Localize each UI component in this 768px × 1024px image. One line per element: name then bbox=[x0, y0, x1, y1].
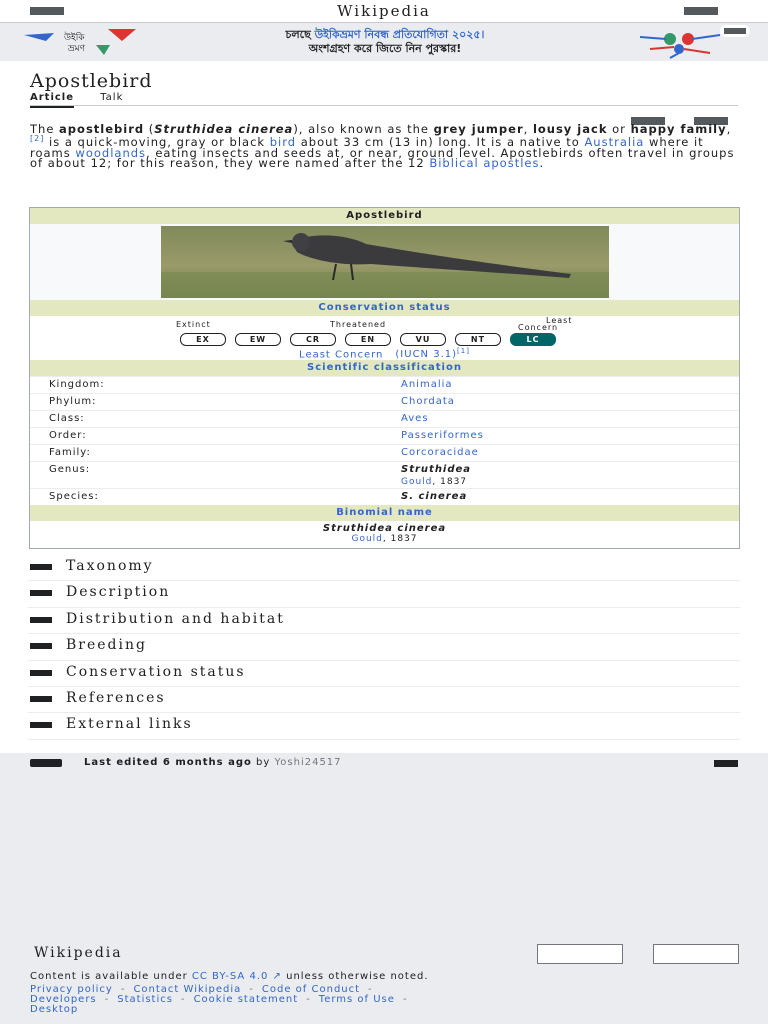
section-heading: Distribution and habitat bbox=[66, 610, 285, 627]
status-cr: CR bbox=[290, 333, 336, 346]
chevron-down-icon bbox=[30, 564, 52, 570]
taxonomy-key: Kingdom: bbox=[49, 379, 105, 390]
footer-link-cookie[interactable]: Cookie statement bbox=[193, 994, 299, 1005]
footer-link-contact[interactable]: Contact Wikipedia bbox=[133, 984, 242, 995]
taxonomy-row bbox=[30, 444, 739, 461]
taxonomy-row bbox=[30, 393, 739, 410]
taxonomy-key: Phylum: bbox=[49, 396, 97, 407]
binomial-name bbox=[30, 521, 739, 548]
taxonomy-key: Order: bbox=[49, 430, 87, 441]
author-year: , 1837 bbox=[382, 534, 418, 544]
footer-logo-badge[interactable] bbox=[653, 944, 739, 964]
section-description[interactable] bbox=[28, 581, 740, 607]
license-text: unless otherwise noted. bbox=[281, 971, 429, 982]
status-ex: EX bbox=[180, 333, 226, 346]
campaign-banner[interactable] bbox=[0, 22, 768, 62]
taxonomy-row bbox=[30, 427, 739, 444]
footer-logo-badge[interactable] bbox=[537, 944, 623, 964]
banner-line2: অংশগ্রহণ করে জিতে নিন পুরস্কার! bbox=[308, 42, 462, 55]
section-heading: Description bbox=[66, 584, 171, 601]
status-en: EN bbox=[345, 333, 391, 346]
link-australia[interactable]: Australia bbox=[584, 135, 645, 150]
chevron-down-icon bbox=[30, 617, 52, 623]
section-heading: Breeding bbox=[66, 637, 147, 654]
clock-icon bbox=[30, 759, 62, 767]
label-extinct: Extinct bbox=[176, 320, 211, 329]
taxonomy-value-link[interactable]: Animalia bbox=[401, 379, 453, 390]
article-sections bbox=[28, 555, 740, 740]
taxonomy-row bbox=[30, 376, 739, 393]
binomial-scientific-name: Struthidea cinerea bbox=[322, 523, 447, 534]
section-distribution[interactable] bbox=[28, 608, 740, 634]
last-edited-label: Last edited 6 months ago bbox=[84, 757, 252, 768]
chevron-down-icon bbox=[30, 696, 52, 702]
search-icon[interactable] bbox=[684, 7, 718, 15]
footer-links: Privacy policy - Contact Wikipedia - Code of Conduct - Developers - Statistics - Cookie statement - Terms of Use - Desktop bbox=[30, 984, 408, 1015]
taxonomy-value-link[interactable]: Passeriformes bbox=[401, 430, 484, 441]
close-icon[interactable] bbox=[720, 25, 750, 37]
page-title: Apostlebird bbox=[30, 70, 153, 92]
arrow-right-icon[interactable] bbox=[714, 760, 738, 767]
banner-message[interactable] bbox=[160, 28, 610, 56]
conservation-status-header[interactable]: Conservation status bbox=[30, 300, 739, 316]
taxonomy-value-link[interactable]: Chordata bbox=[401, 396, 455, 407]
footer-link-code-of-conduct[interactable]: Code of Conduct bbox=[261, 984, 361, 995]
label-threatened: Threatened bbox=[330, 320, 387, 329]
license-text: Content is available under bbox=[30, 971, 192, 982]
bold-term: apostlebird bbox=[59, 122, 145, 136]
svg-text:ভ্রমণ: ভ্রমণ bbox=[68, 44, 86, 54]
taxonomy-key: Family: bbox=[49, 447, 91, 458]
taxonomy-key: Class: bbox=[49, 413, 85, 424]
iucn-link[interactable]: (IUCN 3.1) bbox=[395, 349, 458, 361]
section-heading: References bbox=[66, 689, 166, 706]
bold-term: lousy jack bbox=[532, 122, 608, 136]
taxonomy-value-link[interactable]: Aves bbox=[401, 413, 429, 424]
footer-link-privacy[interactable]: Privacy policy bbox=[30, 984, 113, 995]
genus-name: Struthidea bbox=[401, 464, 472, 475]
lead-paragraph: The apostlebird (Struthidea cinerea), also known as the grey jumper, lousy jack or happy family,[2] is a quick-moving, gray or black bird about 33 cm (13 in) long. It is a native to Australia where it roams woodlands, eating insects and seeds at, or near, ground level. Apostlebirds often travel in groups of about 12; for this reason, they were named after the 12 Biblical apostles. bbox=[30, 122, 735, 171]
section-heading: Taxonomy bbox=[66, 558, 154, 574]
last-edited-text bbox=[84, 757, 342, 768]
section-breeding[interactable] bbox=[28, 634, 740, 660]
conservation-status-scale bbox=[30, 316, 739, 360]
svg-text:উইকি: উইকি bbox=[64, 33, 85, 43]
section-conservation[interactable] bbox=[28, 661, 740, 687]
banner-line1-link[interactable]: উইকিভ্রমণ নিবন্ধ প্রতিযোগিতা ২০২৫। bbox=[314, 28, 485, 41]
chevron-down-icon bbox=[30, 722, 52, 728]
last-edited-user[interactable]: Yoshi24517 bbox=[274, 757, 342, 768]
reference-link[interactable]: [2] bbox=[30, 134, 45, 144]
taxonomy-row bbox=[30, 410, 739, 427]
footer-link-statistics[interactable]: Statistics bbox=[117, 994, 173, 1005]
footer-link-terms[interactable]: Terms of Use bbox=[318, 994, 395, 1005]
binomial-name-header[interactable]: Binomial name bbox=[30, 505, 739, 521]
scientific-classification-header[interactable]: Scientific classification bbox=[30, 360, 739, 376]
genus-value bbox=[401, 462, 739, 488]
section-references[interactable] bbox=[28, 687, 740, 713]
bold-term: happy family bbox=[630, 122, 727, 136]
infobox bbox=[29, 207, 740, 549]
last-edited-by: by bbox=[251, 757, 275, 768]
author-link[interactable]: Gould bbox=[351, 534, 383, 544]
footer-link-developers[interactable]: Developers bbox=[30, 994, 97, 1005]
section-heading: Conservation status bbox=[66, 663, 246, 680]
bold-term: grey jumper bbox=[433, 122, 524, 136]
status-vu: VU bbox=[400, 333, 446, 346]
status-ew: EW bbox=[235, 333, 281, 346]
tab-article[interactable]: Article bbox=[30, 92, 74, 108]
section-external-links[interactable] bbox=[28, 713, 740, 739]
link-biblical-apostles[interactable]: Biblical apostles bbox=[429, 156, 540, 171]
external-link-icon: ↗ bbox=[268, 971, 282, 982]
chevron-down-icon bbox=[30, 643, 52, 649]
status-pills bbox=[180, 333, 565, 346]
footer-wordmark: Wikipedia bbox=[34, 945, 123, 961]
tab-talk[interactable]: Talk bbox=[100, 92, 124, 103]
chevron-down-icon bbox=[30, 670, 52, 676]
footer-license bbox=[30, 971, 740, 982]
banner-line1-prefix: চলছে bbox=[285, 28, 315, 41]
link-woodlands[interactable]: woodlands bbox=[75, 145, 147, 160]
infobox-caption: Apostlebird bbox=[30, 208, 739, 224]
least-concern-link[interactable]: Least Concern bbox=[299, 349, 384, 361]
footer-link-desktop[interactable]: Desktop bbox=[30, 1004, 79, 1015]
species-value: S. cinerea bbox=[401, 491, 468, 502]
taxonomy-row bbox=[30, 461, 739, 488]
status-nt: NT bbox=[455, 333, 501, 346]
wikivoyage-logo bbox=[24, 27, 144, 57]
license-link[interactable]: CC BY-SA 4.0 bbox=[191, 971, 269, 982]
author-year: , 1837 bbox=[432, 477, 468, 487]
wikipedia-wordmark[interactable]: Wikipedia bbox=[337, 2, 431, 20]
article-page bbox=[0, 61, 768, 753]
bird-photo[interactable] bbox=[161, 226, 609, 298]
taxonomy-value-link[interactable]: Corcoracidae bbox=[401, 447, 479, 458]
label-concern: Concern bbox=[518, 323, 559, 332]
infobox-image[interactable] bbox=[30, 224, 739, 300]
status-line bbox=[30, 347, 739, 360]
label-least: Least bbox=[546, 316, 573, 325]
taxonomy-key: Species: bbox=[49, 491, 99, 502]
status-lc: LC bbox=[510, 333, 556, 346]
chevron-down-icon bbox=[30, 590, 52, 596]
reference-link[interactable]: [1] bbox=[457, 347, 470, 355]
last-edited-bar[interactable] bbox=[0, 753, 768, 773]
author-link[interactable]: Gould bbox=[401, 477, 433, 487]
section-heading: External links bbox=[66, 716, 193, 733]
section-taxonomy[interactable] bbox=[28, 555, 740, 581]
top-bar bbox=[0, 0, 768, 22]
taxonomy-row bbox=[30, 488, 739, 505]
taxonomy-key: Genus: bbox=[49, 464, 91, 475]
divider bbox=[30, 105, 738, 106]
scientific-name: Struthidea cinerea bbox=[154, 122, 294, 136]
link-bird[interactable]: bird bbox=[269, 135, 297, 150]
